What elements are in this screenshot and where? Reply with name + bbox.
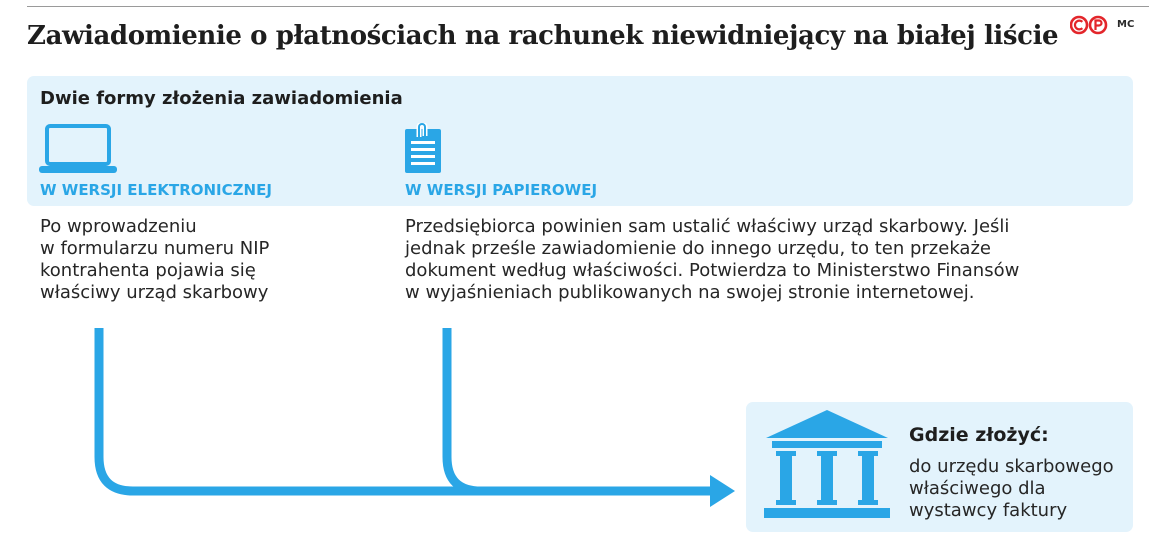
destination-title: Gdzie złożyć:: [909, 424, 1049, 446]
text-line: do urzędu skarbowego: [909, 456, 1114, 477]
text-line: kontrahenta pojawia się: [40, 260, 256, 281]
panel-title: Dwie formy złożenia zawiadomienia: [40, 88, 403, 109]
text-line: Po wprowadzeniu: [40, 216, 197, 237]
text-line: właściwy urząd skarbowy: [40, 282, 269, 303]
label-electronic-version: W WERSJI ELEKTRONICZNEJ: [40, 181, 272, 199]
electronic-connector-line: [99, 328, 712, 491]
text-line: dokument według właściwości. Potwierdza to Ministerstwo Finansów: [405, 260, 1020, 281]
text-line: właściwego dla: [909, 478, 1046, 499]
destination-description: [909, 456, 1129, 522]
label-paper-version: W WERSJI PAPIEROWEJ: [405, 181, 598, 199]
paper-connector-line: [447, 328, 481, 491]
arrow-head-icon: [710, 475, 735, 507]
text-line: w formularzu numeru NIP: [40, 238, 270, 259]
page-title: Zawiadomienie o płatnościach na rachunek niewidniejący na białej liście: [27, 21, 1059, 51]
text-line: Przedsiębiorca powinien sam ustalić właściwy urząd skarbowy. Jeśli: [405, 216, 1010, 237]
text-line: jednak prześle zawiadomienie do innego urzędu, to ten przekaże: [405, 238, 991, 259]
tax-office-building-icon: [762, 408, 892, 520]
source-credit: MC: [1117, 19, 1135, 30]
text-line: w wyjaśnieniach publikowanych na swojej stronie internetowej.: [405, 282, 975, 303]
text-line: wystawcy faktury: [909, 500, 1068, 521]
